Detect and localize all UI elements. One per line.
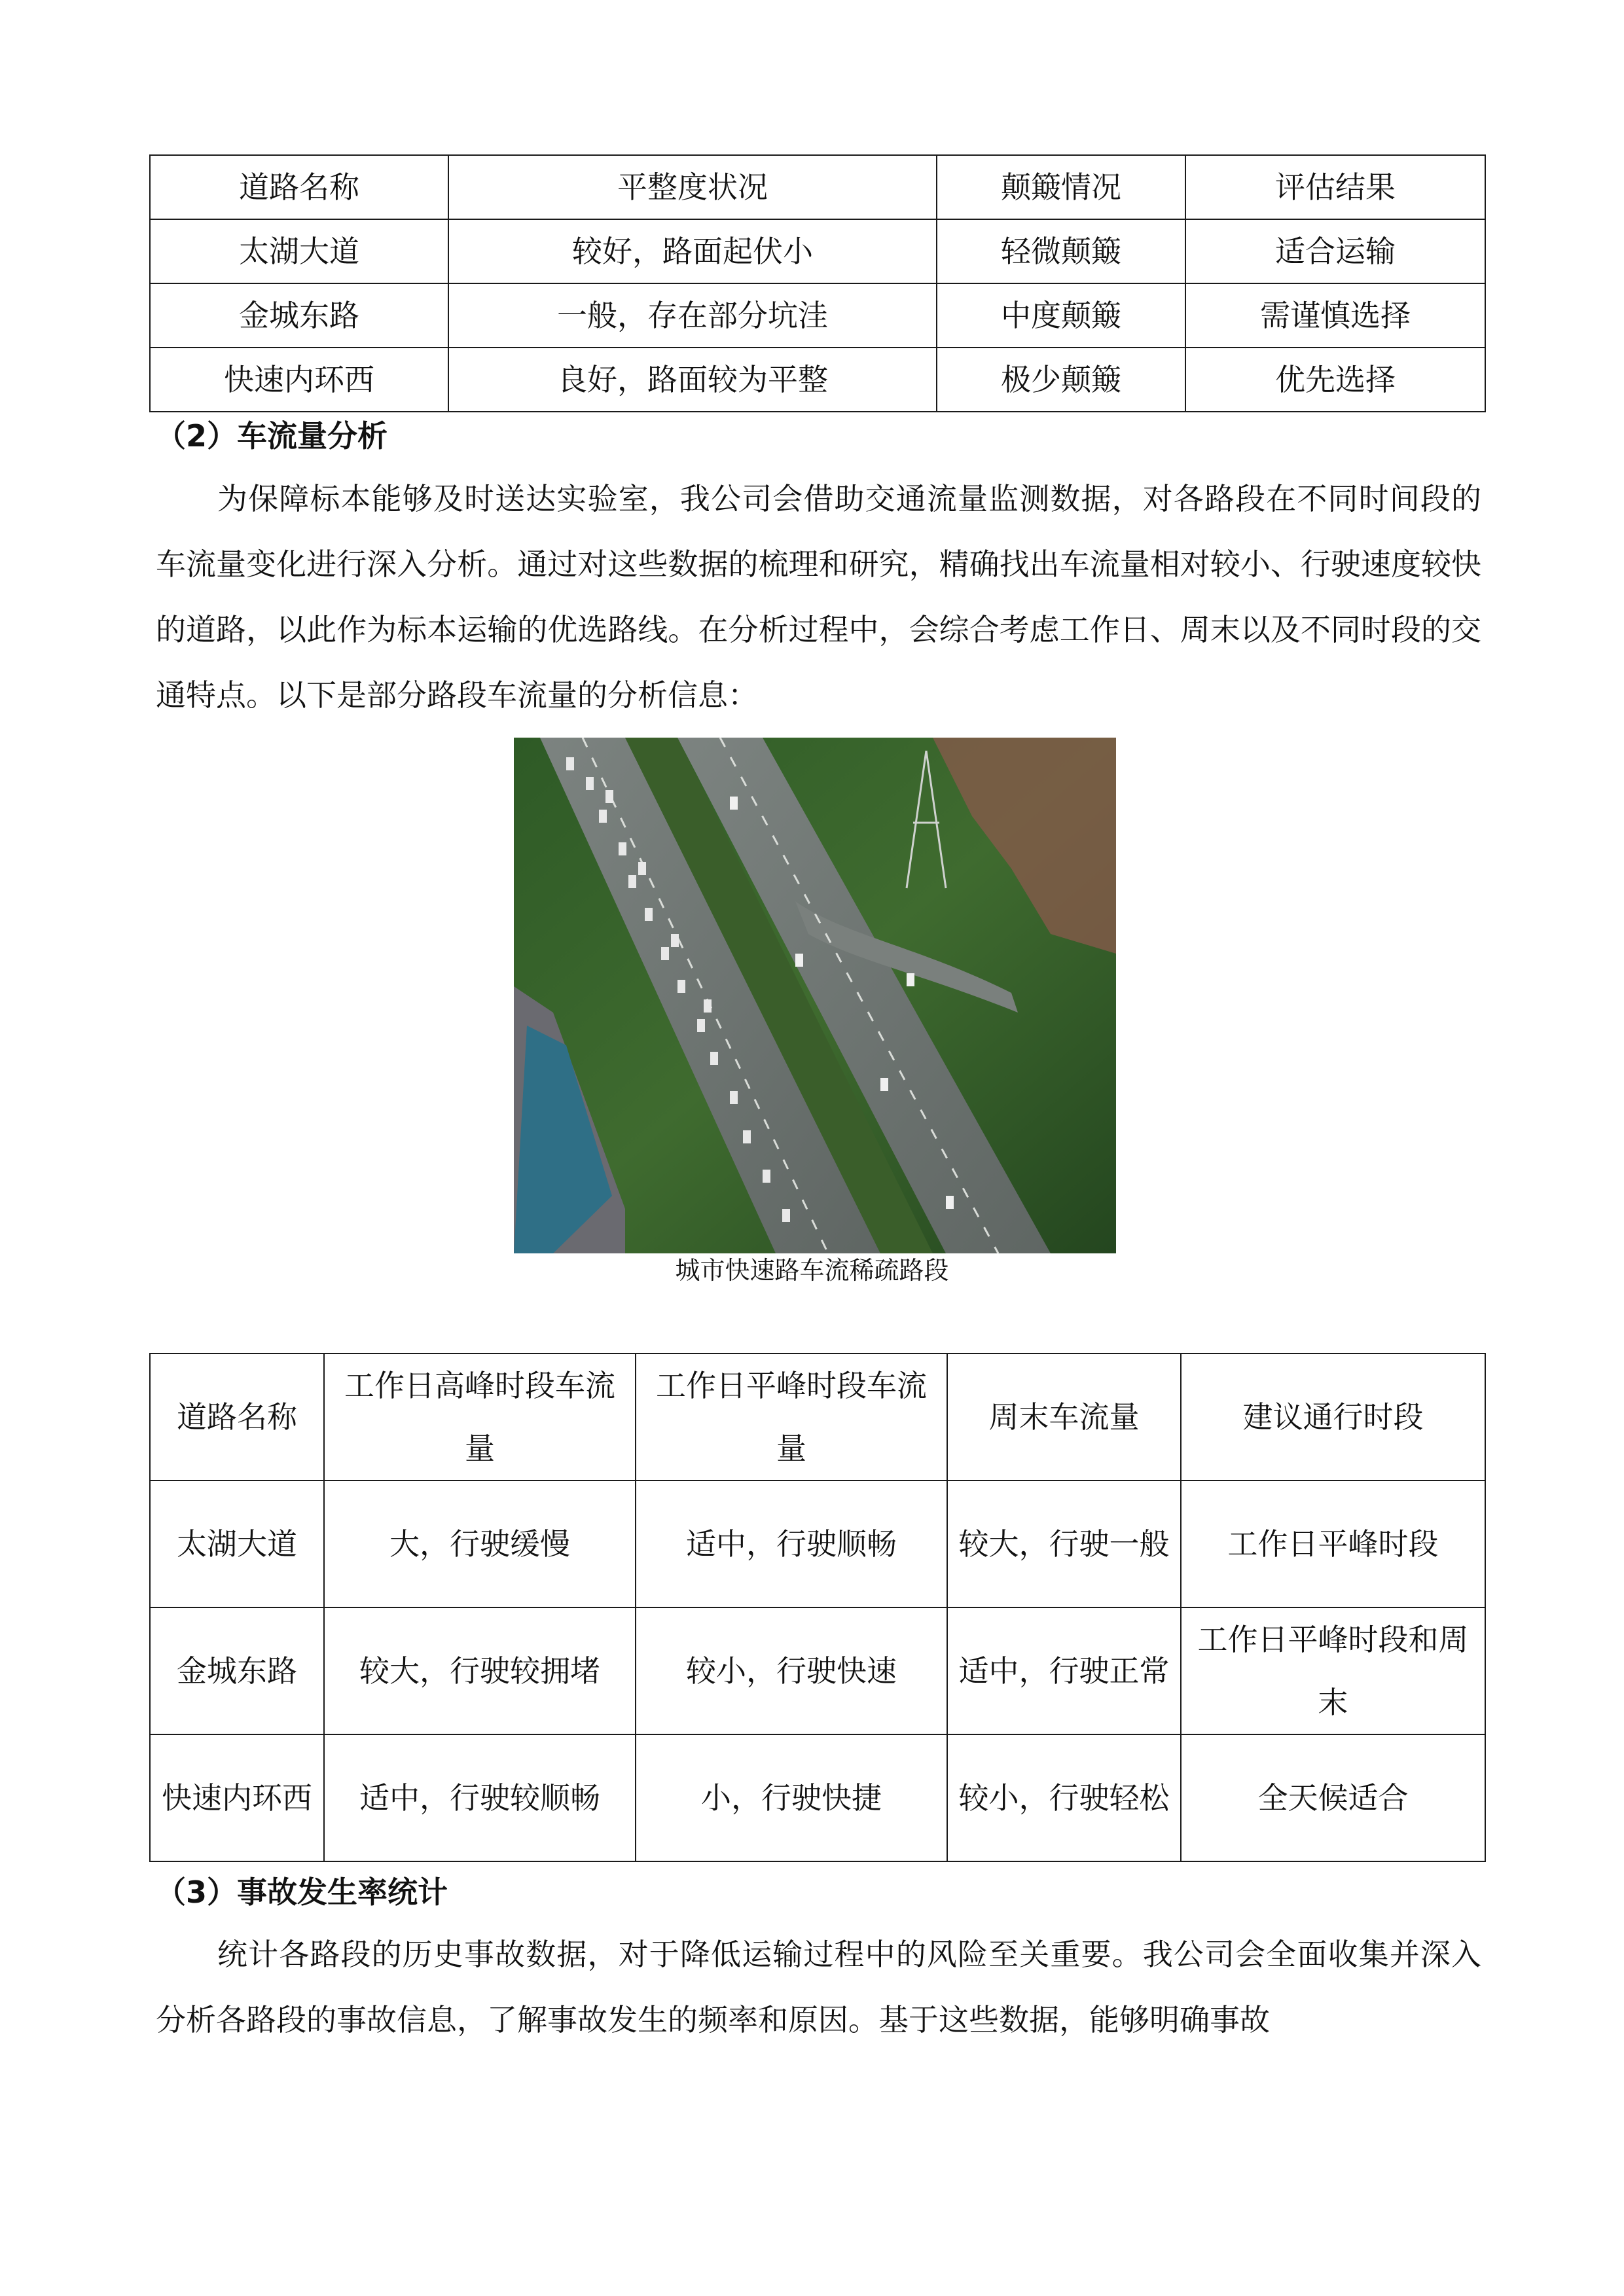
table-header-cell: 颠簸情况 [937, 155, 1185, 219]
table-cell: 适合运输 [1185, 219, 1485, 283]
expressway-aerial-photo [514, 738, 1116, 1253]
traffic-flow-table [149, 1353, 1486, 1862]
table-header-row [150, 155, 1485, 219]
table-cell: 较好，路面起伏小 [448, 219, 937, 283]
paragraph-traffic: 为保障标本能够及时送达实验室，我公司会借助交通流量监测数据，对各路段在不同时间段的车流量变化进行深入分析。通过对这些数据的梳理和研究，精确找出车流量相对较小、行驶速度较快的道路，以此作为标本运输的优选路线。在分析过程中，会综合考虑工作日、周末以及不同时段的交通特点。以下是部分路段车流量的分析信息： [156, 481, 1481, 713]
table-cell: 轻微颠簸 [937, 219, 1185, 283]
paragraph-accidents: 统计各路段的历史事故数据，对于降低运输过程中的风险至关重要。我公司会全面收集并深入分析各路段的事故信息，了解事故发生的频率和原因。基于这些数据，能够明确事故 [156, 1937, 1481, 2037]
table-cell: 适中，行驶较顺畅 [324, 1734, 636, 1861]
section-heading-accidents: （3）事故发生率统计 [156, 1874, 448, 1910]
table-cell: 太湖大道 [150, 219, 448, 283]
table-cell: 大，行驶缓慢 [324, 1480, 636, 1607]
table-cell: 快速内环西 [150, 1734, 324, 1861]
table-row [150, 1607, 1485, 1734]
aerial-photo-drawing [514, 738, 1116, 1253]
table-header-cell: 建议通行时段 [1181, 1354, 1485, 1480]
table-cell: 较大，行驶一般 [947, 1480, 1181, 1607]
table-header-cell: 平整度状况 [448, 155, 937, 219]
table-cell: 适中，行驶正常 [947, 1607, 1181, 1734]
table-row [150, 283, 1485, 348]
table-cell: 较小，行驶快速 [636, 1607, 947, 1734]
table-row [150, 1734, 1485, 1861]
table-cell: 快速内环西 [150, 348, 448, 412]
table-cell: 工作日平峰时段 [1181, 1480, 1485, 1607]
table-row [150, 348, 1485, 412]
table-cell: 极少颠簸 [937, 348, 1185, 412]
table-header-cell: 工作日平峰时段车流量 [636, 1354, 947, 1480]
table-cell: 较小，行驶轻松 [947, 1734, 1181, 1861]
table-cell: 太湖大道 [150, 1480, 324, 1607]
table-cell: 金城东路 [150, 1607, 324, 1734]
table-cell: 优先选择 [1185, 348, 1485, 412]
table-cell: 中度颠簸 [937, 283, 1185, 348]
table-cell: 金城东路 [150, 283, 448, 348]
table-cell: 需谨慎选择 [1185, 283, 1485, 348]
table-cell: 工作日平峰时段和周末 [1181, 1607, 1485, 1734]
table-cell: 适中，行驶顺畅 [636, 1480, 947, 1607]
table-header-cell: 道路名称 [150, 1354, 324, 1480]
table-cell: 全天候适合 [1181, 1734, 1485, 1861]
table-cell: 较大，行驶较拥堵 [324, 1607, 636, 1734]
table-row [150, 1480, 1485, 1607]
table-header-cell: 工作日高峰时段车流量 [324, 1354, 636, 1480]
table-row [150, 219, 1485, 283]
section-heading-traffic: （2）车流量分析 [156, 418, 388, 454]
table-header-cell: 周末车流量 [947, 1354, 1181, 1480]
table-cell: 良好，路面较为平整 [448, 348, 937, 412]
table-header-cell: 评估结果 [1185, 155, 1485, 219]
table-header-row [150, 1354, 1485, 1480]
table-cell: 一般，存在部分坑洼 [448, 283, 937, 348]
road-surface-table [149, 154, 1486, 412]
table-header-cell: 道路名称 [150, 155, 448, 219]
table-cell: 小，行驶快捷 [636, 1734, 947, 1861]
figure-caption: 城市快速路车流稀疏路段 [675, 1256, 949, 1285]
